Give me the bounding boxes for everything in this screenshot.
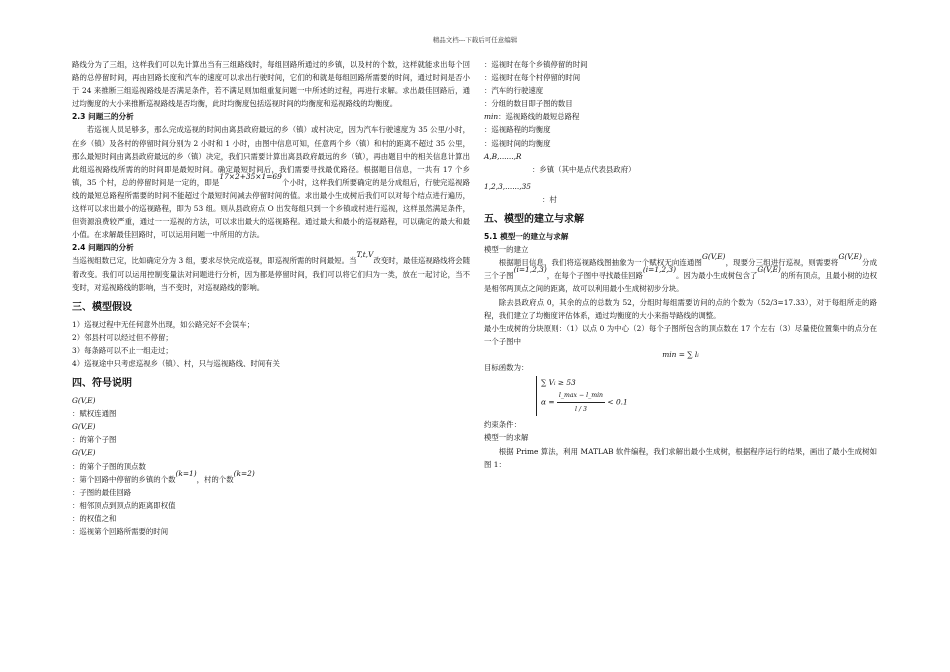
assumption-list <box>72 318 470 370</box>
model-1-solve-subheading: 模型一的求解 <box>484 433 529 443</box>
assumptions-heading: 三、模型假设 <box>72 301 132 313</box>
objective-formula: min = ∑ lᵢ <box>662 349 699 359</box>
assumption-item: 2）邻县村可以经过但不停留； <box>72 332 173 342</box>
symbol-desc: min：巡视路线的最短总路程 <box>484 112 580 122</box>
assumption-item: 4）巡视途中只考虑巡视乡（镇）、村，只与巡视路线、时间有关 <box>72 358 280 368</box>
constraint-formula: ∑ Vᵢ ≥ 53 <box>541 378 576 388</box>
model-1-subheading: 模型一的建立 <box>484 245 529 255</box>
symbol-desc: ：巡视时间的均衡度 <box>484 138 551 148</box>
symbol-desc: ：巡视时在每个村停留的时间 <box>484 73 581 83</box>
symbols-heading: 四、符号说明 <box>72 378 132 390</box>
constraint-system <box>536 376 628 416</box>
section-5-1-heading: 5.1 模型一的建立与求解 <box>484 232 569 242</box>
section-2-3-heading: 2.3 问题三的分析 <box>72 112 134 122</box>
constraint-formula: α = $\frac{l\_\max - l\_\min}{l / 3}$ < 0.1 <box>541 389 628 416</box>
assumption-item: 3）每条路可以不止一组走过； <box>72 345 173 355</box>
symbol-desc: ：巡视第个回路所需要的时间 <box>72 527 169 536</box>
symbol-math: G(V,E) <box>72 422 96 432</box>
symbol-desc: ：的第个子图 <box>72 435 117 445</box>
symbol-math: G(V,E) <box>72 448 96 458</box>
analysis-paragraph-2: 若巡视人员足够多，那么完成巡视的时间由离县政府最远的乡（镇）或村决定，因为汽车行驶速度为 35 公里/小时，在乡（镇）及各村的停留时间分别为 2 小时和 1 小时，由图中信息可知，任意两个乡（镇）和村的距离不超过 35 公里，那么最短时间由离县政府最远的乡（镇）决定，我们只需要计算出离县政府最远的乡（镇），再由题目中的相关信息计算出此组巡视路线所需的的时间即是最短时间。确定最短时间后，我们需要寻找最优路径。根据题目信息，一共有 17 个乡镇，35 个村，总的停留时间是一定的，即是17×2+35×1=69个小时，这样我们所要确定的是分成组后，行驶完巡视路线的最短总路程所需要的时间不能超过个最短时间减去停留时间的值。求出最小生成树后我们可以对每个结点进行遍历，这样可以求出最小的巡视路程，即为 53 组。则从县政府点 O 出发每组只到一个乡镇或村进行巡视，这样虽然满足条件，但资源浪费较严重，通过一一巡视的方法，可以求出最大的巡视路程。通过最大和最小的巡视路程，可以确定的最大和最小值。在求解最佳回路时，可以运用问题一中所用的方法。 <box>72 125 470 240</box>
symbol-desc: ：汽车的行驶速度 <box>484 86 544 96</box>
right-column <box>484 58 877 471</box>
symbol-math: A,B,......,R <box>484 151 522 161</box>
symbol-desc: ：巡视时在每个乡镇停留的时间 <box>484 60 588 69</box>
model-section-heading: 五、模型的建立与求解 <box>484 214 584 226</box>
symbol-desc: ：村 <box>542 194 557 204</box>
section-2-4-heading: 2.4 问题四的分析 <box>72 243 134 253</box>
symbol-desc: ：乡镇（其中是点代表县政府） <box>532 164 636 174</box>
stay-time-formula: 17×2+35×1=69 <box>219 171 282 181</box>
symbol-desc: ：赋权连通图 <box>72 409 117 419</box>
symbol-desc: ：分组的数目即子图的数目 <box>484 99 573 109</box>
variables-formula: T,t,V <box>356 250 374 260</box>
left-column <box>72 58 470 538</box>
analysis-paragraph-3: 当巡视组数已定，比如确定分为 3 组，要求尽快完成巡视，即巡视所需的时间最短。当T,t,V改变时，最佳巡视路线将会随着改变。我们可以运用控制变量法对问题进行分析，因为都是停留时间，我们可以将它们归为一类，放在一起讨论，当不变时，对巡视路线的影响，当不变时，对巡视路线的影响。 <box>72 250 470 292</box>
symbol-desc: ：巡视路程的均衡度 <box>484 125 551 135</box>
symbol-desc: ：子图的最佳回路 <box>72 487 132 497</box>
model-paragraph-2: 除去县政府点 0，其余的点的总数为 52，分组时每组需要访问的点的个数为（52/3=17.33），对于每组所走的路程，我们建立了均衡度评估体系，通过均衡度的大小来指导路线的调整。 <box>484 297 877 320</box>
symbol-desc: ：的第个子图的顶点数 <box>72 461 146 471</box>
symbol-desc: ：相邻顶点到顶点的距离即权值 <box>72 500 176 510</box>
symbol-math: G(V,E) <box>72 396 96 406</box>
model-paragraph-1: 根据题目信息，我们将巡视路线图抽象为一个赋权无向连通图G(V,E)，现要分三组进行巡视，则需要将G(V,E)分成三个子图(i=1,2,3)，在每个子图中寻找最佳回路(i=1,2,3)。因为最小生成树包含了G(V,E)的所有顶点，且最小树的边权是相邻两顶点之间的距离，故可以利用最小生成树初步分块。 <box>484 252 877 294</box>
model-paragraph-4: 根据 Prime 算法，利用 MATLAB 软件编程，我们求解出最小生成树，根据程序运行的结果，画出了最小生成树如图 1： <box>484 446 877 469</box>
objective-label: 目标函数为： <box>484 362 529 372</box>
symbol-desc: ：第个回路中停留的乡镇的个数(k=1)，村的个数(k=2) <box>72 468 255 484</box>
page-header: 精品文档---下载后可任意编辑 <box>432 36 518 44</box>
constraint-label: 约束条件： <box>484 420 521 430</box>
assumption-item: 1）巡视过程中无任何意外出现，如公路完好不会误车； <box>72 319 255 329</box>
symbol-desc: ：的权值之和 <box>72 513 117 523</box>
symbol-list <box>72 394 470 538</box>
analysis-paragraph-1: 路线分为了三组，这样我们可以先计算出当有三组路线时，每组回路所通过的乡镇，以及村的个数，这样就能求出每个回路的总停留时间，再由回路长度和汽车的速度可以求出行驶时间，它们的和就是每组回路所需要的时间，通过时间是否小于 24 来推断三组巡视路线是否满足条件，若不满足则加组重复问题一中所述的过程，再进行求解。求出最佳回路后，通过均衡度的大小来推断巡视路线是否均衡，此时均衡度包括巡视时间的均衡度和巡视路线的均衡度。 <box>72 60 470 109</box>
symbol-math: 1,2,3,......,35 <box>484 181 532 191</box>
model-paragraph-3: 最小生成树的分块原则：（1）以点 0 为中心（2）每个子图所包含的顶点数在 17 个左右（3）尽量使位置集中的点分在一个子图中 <box>484 323 877 346</box>
